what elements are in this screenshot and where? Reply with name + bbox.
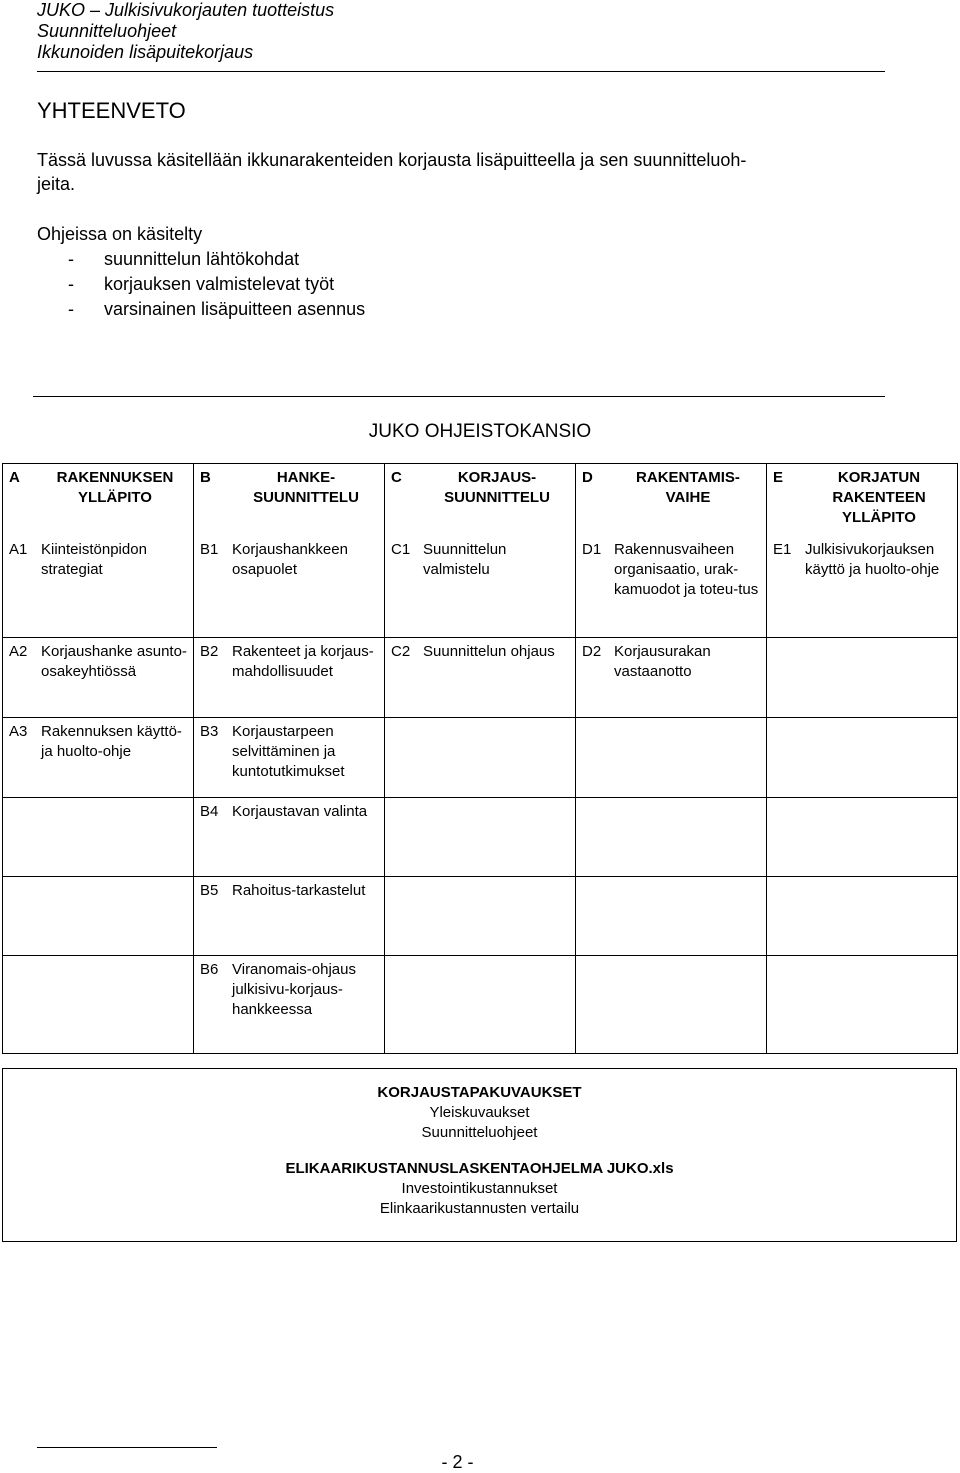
table-cell	[3, 717, 194, 797]
cell-text: Rakennusvaiheen organisaatio, urak-kamuodot ja toteu-tus	[614, 541, 759, 598]
table-cell	[385, 955, 576, 1053]
table-cell	[767, 876, 958, 955]
cell-code: B6	[200, 960, 219, 978]
table-cell	[3, 797, 194, 876]
table-cell	[194, 797, 385, 876]
table-cell	[3, 876, 194, 955]
table-cell	[767, 637, 958, 717]
cell-code: B1	[200, 541, 219, 558]
table-row	[3, 955, 958, 1053]
cell-code: A2	[9, 642, 28, 660]
table-cell	[385, 717, 576, 797]
cell-code: A3	[9, 722, 28, 740]
table-cell	[385, 876, 576, 955]
cell-text: Viranomais-ohjaus julkisivu-korjaus-hankkeessa	[232, 960, 356, 1018]
table-row	[3, 876, 958, 955]
header-line-2: Suunnitteluohjeet	[37, 21, 177, 41]
table-cell	[576, 955, 767, 1053]
section-rule	[33, 396, 885, 397]
table-cell	[576, 717, 767, 797]
table-cell	[3, 536, 194, 637]
bullet-text: korjauksen valmistelevat työt	[104, 274, 335, 294]
cell-code: D2	[582, 642, 602, 660]
footer-rule	[37, 1447, 217, 1448]
column-header-b	[194, 464, 385, 537]
tools-box	[2, 1068, 957, 1242]
cell-code: B5	[200, 881, 219, 899]
table-row	[3, 797, 958, 876]
bullet-dash: -	[68, 299, 74, 319]
column-header-e	[767, 464, 958, 537]
column-header-d	[576, 464, 767, 537]
column-code: B	[200, 469, 211, 486]
cell-text: Julkisivukorjauksen käyttö ja huolto-ohje	[805, 541, 940, 578]
table-cell	[767, 797, 958, 876]
cell-text: Korjaustarpeen selvittäminen ja kuntotutkimukset	[232, 722, 345, 780]
cell-text: Suunnittelun ohjaus	[423, 642, 555, 660]
column-title: HANKE-SUUNNITTELU	[253, 469, 359, 506]
column-title: RAKENTAMIS-VAIHE	[636, 469, 740, 506]
header-line-1: JUKO – Julkisivukorjauten tuotteistus	[37, 0, 335, 20]
table-cell	[576, 876, 767, 955]
cell-code: E1	[773, 541, 792, 558]
bullet-dash: -	[68, 249, 74, 269]
cell-code: A1	[9, 541, 28, 558]
cell-text: Korjaushankkeen osapuolet	[232, 541, 348, 578]
table-cell	[767, 717, 958, 797]
header-line-3: Ikkunoiden lisäpuitekorjaus	[37, 42, 254, 62]
box-heading-1: KORJAUSTAPAKUVAUKSET	[377, 1084, 582, 1101]
header-rule	[37, 71, 885, 72]
cell-text: Rahoitus-tarkastelut	[232, 881, 366, 899]
column-code: C	[391, 469, 402, 486]
page-number: - 2 -	[441, 1452, 474, 1472]
cell-code: B4	[200, 802, 219, 820]
column-title: RAKENNUKSEN YLLÄPITO	[56, 469, 174, 506]
table-row	[3, 717, 958, 797]
column-header-a	[3, 464, 194, 537]
cell-code: B3	[200, 722, 219, 740]
cell-text: Suunnittelun valmistelu	[423, 541, 507, 578]
table-cell	[576, 797, 767, 876]
kansio-title: JUKO OHJEISTOKANSIO	[368, 421, 592, 442]
ohjeisto-table	[2, 463, 958, 1054]
box-line: Investointikustannukset	[401, 1180, 558, 1197]
summary-para-1-line-2: jeita.	[37, 174, 76, 194]
cell-code: B2	[200, 642, 219, 660]
summary-para-1-line-1: Tässä luvussa käsitellään ikkunarakenteiden korjausta lisäpuitteella ja sen suunnitteluoh-	[37, 150, 747, 170]
table-cell	[767, 955, 958, 1053]
table-cell	[3, 637, 194, 717]
column-title: KORJAUS-SUUNNITTELU	[444, 469, 550, 506]
box-line: Elinkaarikustannusten vertailu	[379, 1200, 580, 1217]
bullet-text: varsinainen lisäpuitteen asennus	[104, 299, 366, 319]
table-cell	[194, 876, 385, 955]
table-cell	[576, 637, 767, 717]
table-cell	[194, 536, 385, 637]
box-line: Suunnitteluohjeet	[421, 1124, 538, 1141]
column-header-c	[385, 464, 576, 537]
table-cell	[194, 955, 385, 1053]
table-row	[3, 637, 958, 717]
column-title: KORJATUN RAKENTEEN YLLÄPITO	[832, 469, 926, 526]
table-cell	[385, 637, 576, 717]
table-cell	[767, 536, 958, 637]
column-code: E	[773, 469, 784, 486]
cell-text: Rakenteet ja korjaus-mahdollisuudet	[232, 642, 374, 680]
table-cell	[194, 637, 385, 717]
summary-title: YHTEENVETO	[37, 98, 186, 123]
cell-text: Korjausurakan vastaanotto	[614, 642, 711, 680]
bullet-text: suunnittelun lähtökohdat	[104, 249, 300, 269]
table-row	[3, 536, 958, 637]
table-cell	[385, 797, 576, 876]
summary-para-2: Ohjeissa on käsitelty	[37, 224, 203, 244]
box-heading-2: ELIKAARIKUSTANNUSLASKENTAOHJELMA JUKO.xls	[285, 1160, 674, 1177]
column-code: A	[9, 469, 20, 486]
cell-text: Kiinteistönpidon strategiat	[41, 541, 147, 578]
cell-code: D1	[582, 541, 602, 558]
table-cell	[3, 955, 194, 1053]
box-line: Yleiskuvaukset	[429, 1104, 530, 1121]
cell-code: C2	[391, 642, 411, 660]
table-cell	[385, 536, 576, 637]
cell-text: Rakennuksen käyttö- ja huolto-ohje	[41, 722, 182, 760]
table-row	[3, 464, 958, 537]
column-code: D	[582, 469, 593, 486]
cell-text: Korjaushanke asunto-osakeyhtiössä	[41, 642, 187, 680]
bullet-dash: -	[68, 274, 74, 294]
table-cell	[194, 717, 385, 797]
cell-code: C1	[391, 541, 411, 558]
cell-text: Korjaustavan valinta	[232, 802, 368, 820]
table-cell	[576, 536, 767, 637]
document-header	[37, 0, 334, 63]
